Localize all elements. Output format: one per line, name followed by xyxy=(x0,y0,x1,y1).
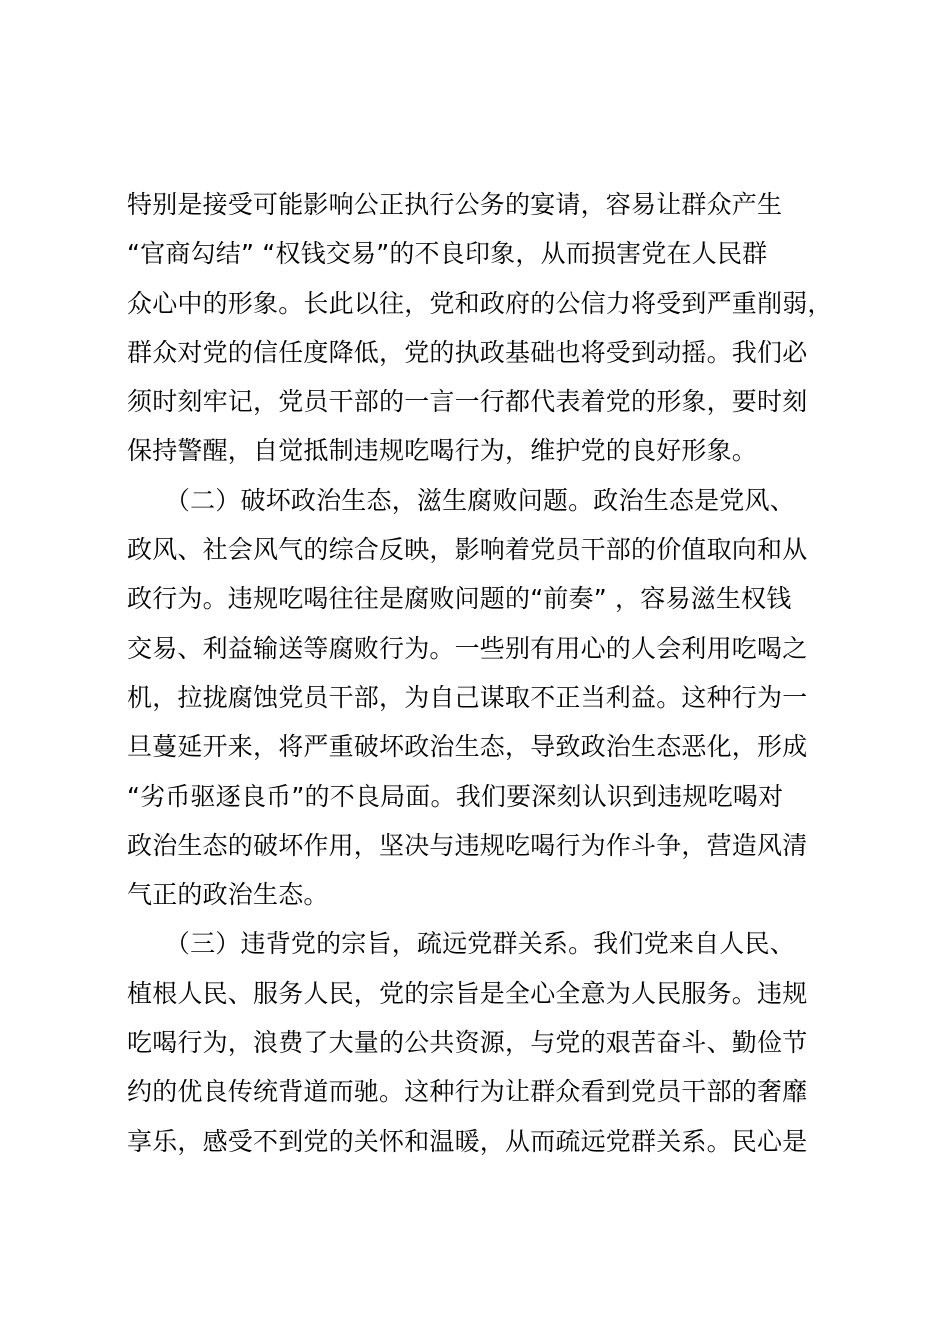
text-line: 约的优良传统背道而驰。这种行为让群众看到党员干部的奢靡 xyxy=(127,1077,808,1107)
section-heading-line: （二）破坏政治生态，滋生腐败问题。政治生态是党风、 xyxy=(127,485,795,515)
text-line: 政行为。违规吃喝往往是腐败问题的“前奏” ，容易滋生权钱 xyxy=(127,584,792,614)
text-line: 机，拉拢腐蚀党员干部，为自己谋取不正当利益。这种行为一 xyxy=(127,682,808,712)
text-line: 保持警醒，自觉抵制违规吃喝行为，维护党的良好形象。 xyxy=(127,436,758,466)
text-line: 植根人民、服务人民，党的宗旨是全心全意为人民服务。违规 xyxy=(127,978,808,1008)
text-line: “官商勾结” “权钱交易”的不良印象，从而损害党在人民群 xyxy=(127,239,768,269)
text-line: 旦蔓延开来，将严重破坏政治生态，导致政治生态恶化，形成 xyxy=(127,732,808,762)
text-line: 政治生态的破坏作用，坚决与违规吃喝行为作斗争，营造风清 xyxy=(127,830,808,860)
text-line: 政风、社会风气的综合反映，影响着党员干部的价值取向和从 xyxy=(127,535,808,565)
body-text xyxy=(127,180,867,1166)
text-line: “劣币驱逐良币”的不良局面。我们要深刻认识到违规吃喝对 xyxy=(127,781,784,811)
text-line: 须时刻牢记，党员干部的一言一行都代表着党的形象，要时刻 xyxy=(127,387,808,417)
text-line: 交易、利益输送等腐败行为。一些别有用心的人会利用吃喝之 xyxy=(127,633,808,663)
text-line: 特别是接受可能影响公正执行公务的宴请，容易让群众产生 xyxy=(127,190,783,219)
text-line: 吃喝行为，浪费了大量的公共资源，与党的艰苦奋斗、勤俭节 xyxy=(127,1028,808,1058)
text-line: 群众对党的信任度降低，党的执政基础也将受到动摇。我们必 xyxy=(127,337,808,367)
section-heading-line: （三）违背党的宗旨，疏远党群关系。我们党来自人民、 xyxy=(127,929,795,959)
text-line: 气正的政治生态。 xyxy=(127,880,329,910)
text-line: 众心中的形象。长此以往，党和政府的公信力将受到严重削弱， xyxy=(127,288,833,318)
text-line: 享乐，感受不到党的关怀和温暖，从而疏远党群关系。民心是 xyxy=(127,1126,808,1156)
